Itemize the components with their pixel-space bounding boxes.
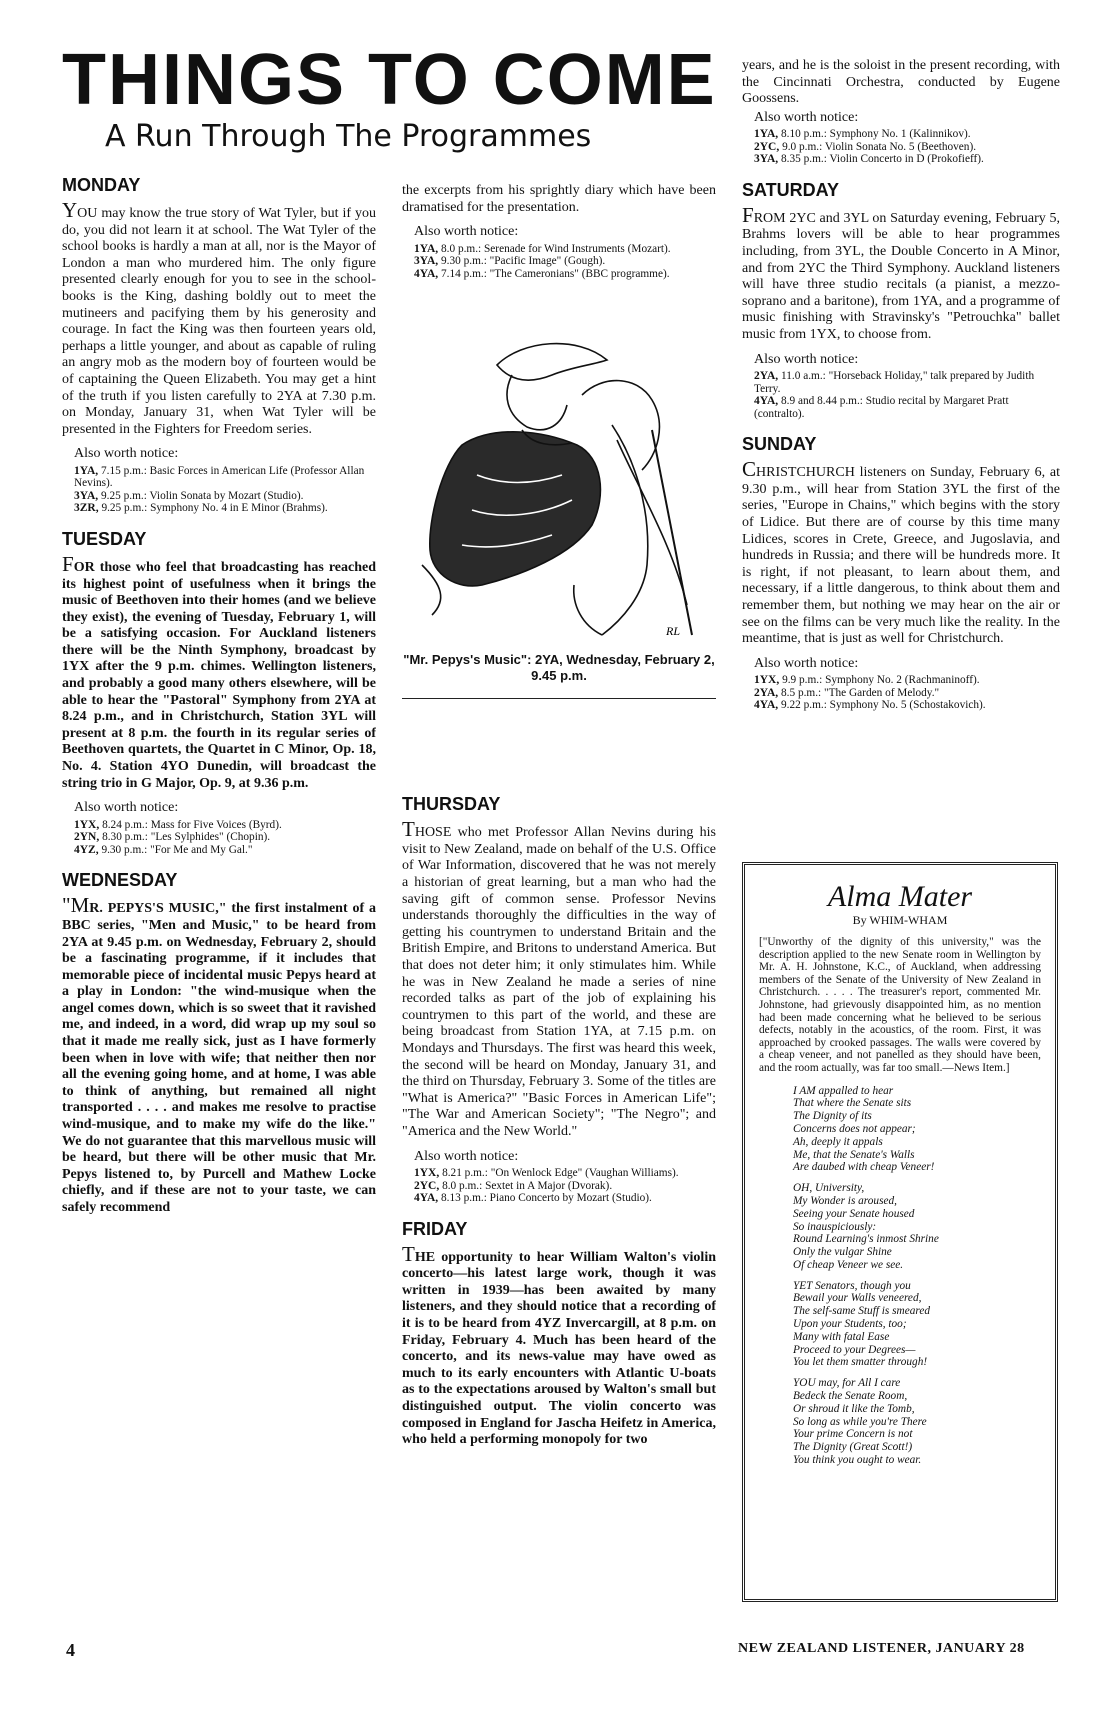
drop-cap: Y: [62, 198, 78, 222]
poem-stanza: YOU may, for All I care Bedeck the Senate Room, Or shroud it like the Tomb, So long as while you're There Your prime Concern is not The Dignity (Great Scott!) You think you ought to wear.: [793, 1377, 927, 1467]
notice-text: 8.13 p.m.: Piano Concerto by Mozart (Studio).: [441, 1192, 652, 1205]
wednesday-heading: WEDNESDAY: [62, 870, 178, 891]
wednesday-body-continued: the excerpts from his sprightly diary which have been dramatised for the presentation.: [402, 183, 716, 215]
notice-station: 1YA,: [754, 128, 779, 141]
wednesday-notice-heading: Also worth notice:: [414, 224, 519, 240]
notice-item: [754, 141, 1060, 154]
notice-item: [74, 831, 376, 844]
sunday-article: [742, 457, 1060, 648]
thursday-article: [402, 817, 716, 1140]
notice-station: 1YX,: [754, 674, 780, 687]
sunday-heading: SUNDAY: [742, 434, 817, 455]
notice-text: 8.10 p.m.: Symphony No. 1 (Kalinnikov).: [781, 128, 971, 141]
friday-article: [402, 1241, 716, 1449]
tuesday-notice-heading: Also worth notice:: [74, 800, 179, 816]
friday-notice-heading: Also worth notice:: [754, 109, 859, 125]
column-1: [62, 175, 376, 1635]
tuesday-article: [62, 551, 376, 792]
thursday-heading: THURSDAY: [402, 794, 501, 815]
notice-item: [754, 674, 1060, 687]
wednesday-article: [62, 893, 376, 1216]
notice-text: 9.9 p.m.: Symphony No. 2 (Rachmaninoff).: [782, 674, 980, 687]
drop-cap: F: [62, 551, 74, 576]
pepys-illustration: [402, 335, 716, 645]
poem-stanza: OH, University, My Wonder is aroused, Seeing your Senate housed So inauspiciously: Round Learning's inmost Shrine Only the vulgar Shine Of cheap Veneer we see.: [793, 1182, 939, 1271]
page-subtitle: A Run Through The Programmes: [105, 119, 592, 154]
friday-body: HE opportunity to hear William Walton's violin concerto—his latest large work, though it was written in 1939—has been awaited by many listeners, and they should notice that a recording of it is to be heard from 4YZ Invercargill, at 8 p.m. on Friday, February 4. Much has been heard of the concerto, and its news-value may have owed as much to its early encounters with Atlantic U-boats as to the expectations aroused by Walton's small but distinguished output. The violin concerto was composed in England for Jascha Heifetz in America, who held a performing monopoly for two: [402, 1249, 716, 1448]
thursday-notice-heading: Also worth notice:: [414, 1148, 519, 1164]
notice-station: 3YA,: [754, 153, 779, 166]
notice-item: [74, 502, 376, 515]
notice-station: 4YA,: [414, 267, 439, 280]
notice-item: [414, 243, 716, 256]
notice-text: 8.24 p.m.: Mass for Five Voices (Byrd).: [102, 818, 282, 831]
notice-station: 1YX,: [414, 1167, 440, 1180]
saturday-notice-heading: Also worth notice:: [754, 351, 859, 367]
notice-item: [414, 268, 716, 281]
tuesday-heading: TUESDAY: [62, 528, 147, 549]
notice-station: 1YA,: [74, 464, 99, 477]
notice-station: 3YA,: [414, 255, 439, 268]
notice-station: 4YA,: [754, 699, 779, 712]
notice-station: 4YA,: [414, 1192, 439, 1205]
notice-station: 2YN,: [74, 831, 100, 844]
notice-text: 9.25 p.m.: Violin Sonata by Mozart (Studio).: [101, 489, 304, 502]
notice-station: 2YC,: [414, 1179, 440, 1192]
notice-item: [74, 490, 376, 503]
notice-item: [414, 255, 716, 268]
notice-text: 9.30 p.m.: "For Me and My Gal.": [101, 843, 253, 856]
divider: [402, 698, 716, 699]
notice-text: 7.15 p.m.: Basic Forces in American Life (Professor Allan Nevins).: [74, 464, 365, 490]
notice-text: 9.25 p.m.: Symphony No. 4 in E Minor (Brahms).: [101, 502, 328, 515]
poem-stanza: YET Senators, though you Bewail your Walls veneered, The self-same Stuff is smeared Upon your Students, too; Many with fatal Ease Proceed to your Degrees— You let them smatter through!: [793, 1279, 931, 1369]
poem-title: Alma Mater: [827, 880, 973, 913]
tuesday-body: OR those who feel that broadcasting has reached its highest point of usefulness when it brings the music of Beethoven into their homes (and we believe they exist), the evening of Tuesday, February 1, will be a satisfying occasion. For Auckland listeners there will be the Ninth Symphony, broadcast by 1YX after the 9 p.m. chimes. Wellington listeners, and probably a good many others elsewhere, will be able to hear the "Pastoral" Symphony from 2YA at 8.24 p.m., and in Christchurch, Station 3YL will present at 8 p.m. the fourth in its regular series of Beethoven quartets, the Quartet in C Minor, Op. 18, No. 4. Station 4YO Dunedin, will broadcast the string trio in G Major, Op. 9, at 9.36 p.m.: [62, 559, 376, 791]
notice-station: 2YC,: [754, 140, 780, 153]
sunday-body: HRISTCHURCH listeners on Sunday, February 6, at 9.30 p.m., will hear from Station 3YL the first of the series, "Europe in Chains," which begins with the story of Lidice. But there are of course by this time many Lidices, scores in Crete, Greece, and Jugoslavia, and hundreds in Russia; and there will be hundreds more. It is right, if not pleasant, to learn about them, and necessary, if a little dangerous, to think about them and remember them, but nothing we may hear on the air or see on the films can be very much like the reality. In the meantime, that is just as well for Christchurch.: [742, 465, 1060, 647]
drop-cap: C: [742, 457, 757, 482]
notice-item: [754, 395, 1060, 420]
notice-item: [754, 687, 1060, 700]
notice-station: 2YA,: [754, 686, 779, 699]
poem-stanza: I AM appalled to hear That where the Senate sits The Dignity of its Concerns does not appear; Ah, deeply it appals Me, that the Senate's Walls Are daubed with cheap Veneer!: [793, 1084, 935, 1174]
sunday-notice-heading: Also worth notice:: [754, 655, 859, 671]
notice-station: 4YA,: [754, 395, 779, 408]
illustration-caption: "Mr. Pepys's Music": 2YA, Wednesday, February 2, 9.45 p.m.: [403, 652, 715, 683]
column-3: [742, 58, 1060, 858]
notice-text: 8.30 p.m.: "Les Sylphides" (Chopin).: [102, 831, 271, 844]
notice-station: 2YA,: [754, 370, 779, 383]
notice-item: [74, 819, 376, 832]
drop-cap: F: [742, 202, 754, 227]
drop-cap: T: [402, 817, 415, 842]
notice-item: [414, 1167, 716, 1180]
notice-text: 8.0 p.m.: Sextet in A Major (Dvorak).: [442, 1179, 613, 1192]
page-number: 4: [66, 1640, 75, 1660]
poem-box: [742, 862, 1058, 1602]
monday-notice-heading: Also worth notice:: [74, 446, 179, 462]
notice-item: [754, 153, 1060, 166]
notice-text: 9.22 p.m.: Symphony No. 5 (Schostakovich).: [781, 699, 986, 712]
drop-cap: T: [402, 1241, 415, 1266]
saturday-article: [742, 202, 1060, 344]
poem-byline: By WHIM-WHAM: [852, 913, 948, 927]
monday-body: OU may know the true story of Wat Tyler, but if you do, you did not learn it at school. The Wat Tyler of the school books is hardly a man at all, nor is the Mayor of London a man who murdered him. The only figure presented clearly enough for you to see in the school-books is the King, dashing boldly out to meet the mutineers and pacifying them by his generosity and courage. In fact the King was then fourteen years old, perhaps a little younger, and about as capable of ruling an angry mob as the modern boy of fourteen would be of captaining the Queen Elizabeth. You may get a hint of the truth if you listen carefully to 2YA at 7.30 p.m. on Monday, January 31, when Wat Tyler will be presented in the Fighters for Freedom series.: [62, 206, 376, 437]
notice-text: 8.21 p.m.: "On Wenlock Edge" (Vaughan Williams).: [442, 1167, 679, 1180]
notice-text: 9.30 p.m.: "Pacific Image" (Gough).: [441, 255, 606, 268]
notice-item: [754, 699, 1060, 712]
poem-intro: ["Unworthy of the dignity of this university," was the description applied to the new Senate room in Wellington by Mr. A. H. Johnstone, K.C., of Auckland, when addressing members of the Senate of the University of New Zealand in Christchurch. . . . . The treasurer's report, commented Mr. Johnstone, had grievously disappointed him, as no mention had been made concerning what he believed to be serious defects, notably in the acoustics, of the room. First, it was approached by crooked passages. The walls were covered by a cheap veneer, and not panelled as they should have been, and the room actually, was far too small.—News Item.]: [759, 936, 1041, 1074]
notice-station: 3YA,: [74, 489, 99, 502]
notice-item: [414, 1192, 716, 1205]
notice-text: 9.0 p.m.: Violin Sonata No. 5 (Beethoven).: [782, 140, 977, 153]
saturday-body: ROM 2YC and 3YL on Saturday evening, February 5, Brahms lovers will be able to hear programmes including, from 3YL, the Double Concerto in A Minor, and from 2YC the Third Symphony. Auckland listeners will have three studio recitals (a pianist, a mezzo-soprano and a baritone), from 1YA, and a programme of music finishing with Stravinsky's "Petrouchka" ballet music from 1YX, to choose from.: [742, 210, 1060, 343]
drop-cap: "M: [62, 893, 90, 918]
saturday-heading: SATURDAY: [742, 179, 840, 200]
notice-item: [414, 1180, 716, 1193]
notice-item: [754, 370, 1060, 395]
notice-station: 3ZR,: [74, 502, 99, 515]
notice-station: 1YA,: [414, 242, 439, 255]
notice-item: [74, 844, 376, 857]
notice-station: 4YZ,: [74, 843, 99, 856]
notice-text: 8.35 p.m.: Violin Concerto in D (Prokofieff).: [781, 153, 984, 166]
notice-text: 8.5 p.m.: "The Garden of Melody.": [781, 686, 940, 699]
notice-text: 7.14 p.m.: "The Cameronians" (BBC programme).: [441, 267, 670, 280]
notice-item: [74, 465, 376, 490]
wednesday-body: R. PEPYS'S MUSIC," the first instalment of a BBC series, "Men and Music," to be heard from 2YA at 9.45 p.m. on Wednesday, February 2, should be a fascinating programme, if it includes that memorable piece of incidental music Pepys heard at a play in London: "the wind-musique when the angel comes down, which is so sweet that it ravished me, and indeed, in a word, did wrap up my soul so that it made me really sick, just as I have formerly been when in love with wife; that neither then nor all the evening going home, and at home, I was able to think of anything, but remained all night transported . . . . and makes me resolve to practise wind-musique, and to make my wife do the like." We do not guarantee that this marvellous music will be heard, but there will be other music that Mr. Pepys listened to, by Purcell and Mathew Locke chiefly, and if these are not to your taste, we can safely recommend: [62, 901, 376, 1215]
artist-signature: RL: [666, 624, 681, 638]
notice-text: 11.0 a.m.: "Horseback Holiday," talk prepared by Judith Terry.: [754, 370, 1035, 395]
friday-body-continued: years, and he is the soloist in the present recording, with the Cincinnati Orchestra, conducted by Eugene Goossens.: [742, 58, 1060, 107]
page-title: THINGS TO COME: [62, 40, 717, 120]
notice-item: [754, 128, 1060, 141]
thursday-body: HOSE who met Professor Allan Nevins during his visit to New Zealand, made on behalf of the U.S. Office of War Information, discovered that he was not merely a historian of great learning, but a man who had the saving gift of common sense. Professor Nevins understands thoroughly the difficulties in the way of getting his countrymen to understand Britain and the British Empire, and Britons to understand America. But that does not deter him; it only stimulates him. While he was in New Zealand he made a series of nine recorded talks as part of the job of explaining his countrymen to this part of the world, and these are being broadcast from Station 1YA, at 7.15 p.m. on Mondays and Thursdays. The first was heard this week, the second will be heard on Monday, January 31, and the third on Thursday, February 3. Some of the titles are "What is America?" "Basic Forces in American Life"; "The War and American Society"; "The Negro"; and "America and the New World.": [402, 825, 716, 1139]
notice-station: 1YX,: [74, 818, 100, 831]
friday-heading: FRIDAY: [402, 1218, 468, 1239]
notice-text: 8.9 and 8.44 p.m.: Studio recital by Margaret Pratt (contralto).: [754, 395, 1009, 420]
publication-footer: NEW ZEALAND LISTENER, JANUARY 28: [738, 1641, 1025, 1656]
notice-text: 8.0 p.m.: Serenade for Wind Instruments (Mozart).: [441, 242, 671, 255]
monday-article: [62, 198, 376, 438]
monday-heading: MONDAY: [62, 175, 141, 195]
